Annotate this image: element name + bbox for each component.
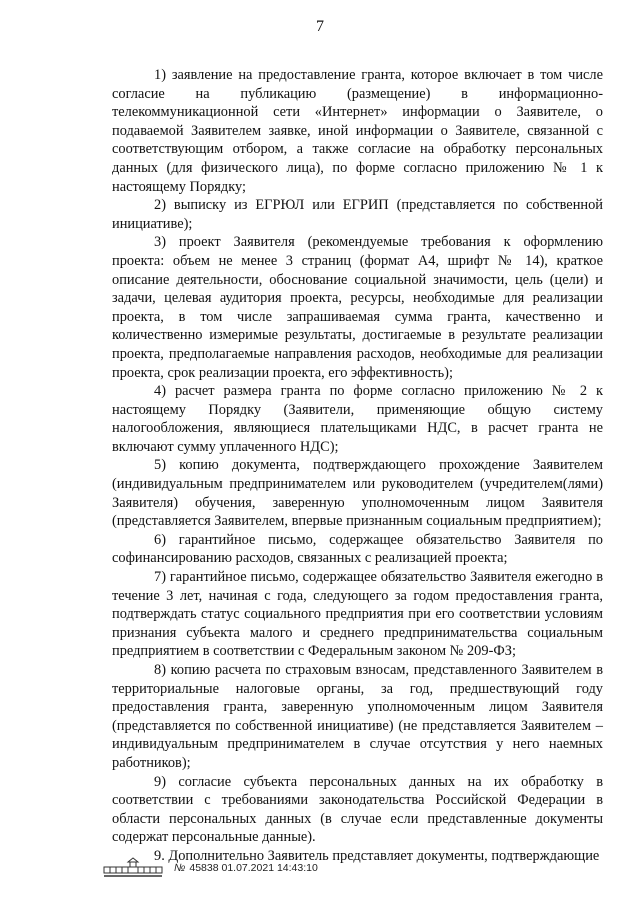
list-item: 4) расчет размера гранта по форме согласно приложению № 2 к настоящему Порядку (Заявители, применяющие общую систему налогообложения, являющиеся плательщиками НДС, в расчет гранта не включают сумму уплаченного НДС); [112,383,603,455]
list-item: 7) гарантийное письмо, содержащее обязательство Заявителя ежегодно в течение 3 лет, начиная с года, следующего за годом предоставления гранта, подтверждать статус социального предприятия при его соответствии условиям признания субъекта малого и среднего предпринимательства социальным предприятием в соответствии с Федеральным законом № 209-ФЗ; [112,569,603,660]
registration-stamp [102,855,502,881]
number-sign: № [174,862,186,874]
registration-number [174,862,318,874]
registration-datetime: 45838 01.07.2021 14:43:10 [189,862,318,874]
list-item: 5) копию документа, подтверждающего прохождение Заявителем (индивидуальным предпринимателем или руководителем (учредителем(лями) Заявителя) обучения, заверенную уполномоченным лицом Заявителя (представляется Заявителем, впервые признанным социальным предприятием); [112,457,603,530]
list-item: 6) гарантийное письмо, содержащее обязательство Заявителя по софинансированию расходов, связанных с реализацией проекта; [112,531,603,567]
list-item: 9) согласие субъекта персональных данных на их обработку в соответствии с требованиями законодательства Российской Федерации в области персональных данных (в случае если представленные документы содержат персональные данные). [112,773,603,846]
list-item: 3) проект Заявителя (рекомендуемые требования к оформлению проекта: объем не менее 3 страниц (формат А4, шрифт № 14), краткое описание деятельности, обоснование социальной значимости, цель (цели) и задачи, целевая аудитория проекта, ресурсы, необходимые для реализации проекта, в том числе запрашиваемая сумма гранта, качественно и количественно измеримые результаты, достигаемые в результате реализации проекта, предполагаемые направления расходов, необходимые для реализации проекта, срок реализации проекта, его эффективность); [112,234,603,381]
page-number: 7 [316,18,324,35]
building-logo-icon [102,857,164,879]
list-item: 2) выписку из ЕГРЮЛ или ЕГРИП (представляется по собственной инициативе); [112,197,603,232]
document-body [112,66,603,866]
section-paragraph: 9. Дополнительно Заявитель представляет документы, подтверждающие [154,847,600,864]
list-item: 8) копию расчета по страховым взносам, представленного Заявителем в территориальные налоговые органы, за год, предшествующий году предоставления гранта, заверенную уполномоченным лицом Заявителя (представляется по собственной инициативе) (не представляется Заявителем – индивидуальным предпринимателем в случае отсутствия у него наемных работников); [112,662,603,771]
list-item: 1) заявление на предоставление гранта, которое включает в том числе согласие на публикацию (размещение) в информационно-телекоммуникационной сети «Интернет» информации о Заявителе, о подаваемой Заявителем заявке, иной информации о Заявителе, связанной с соответствующим отбором, а также согласие на обработку персональных данных (для физического лица), по форме согласно приложению № 1 к настоящему Порядку; [112,67,603,195]
